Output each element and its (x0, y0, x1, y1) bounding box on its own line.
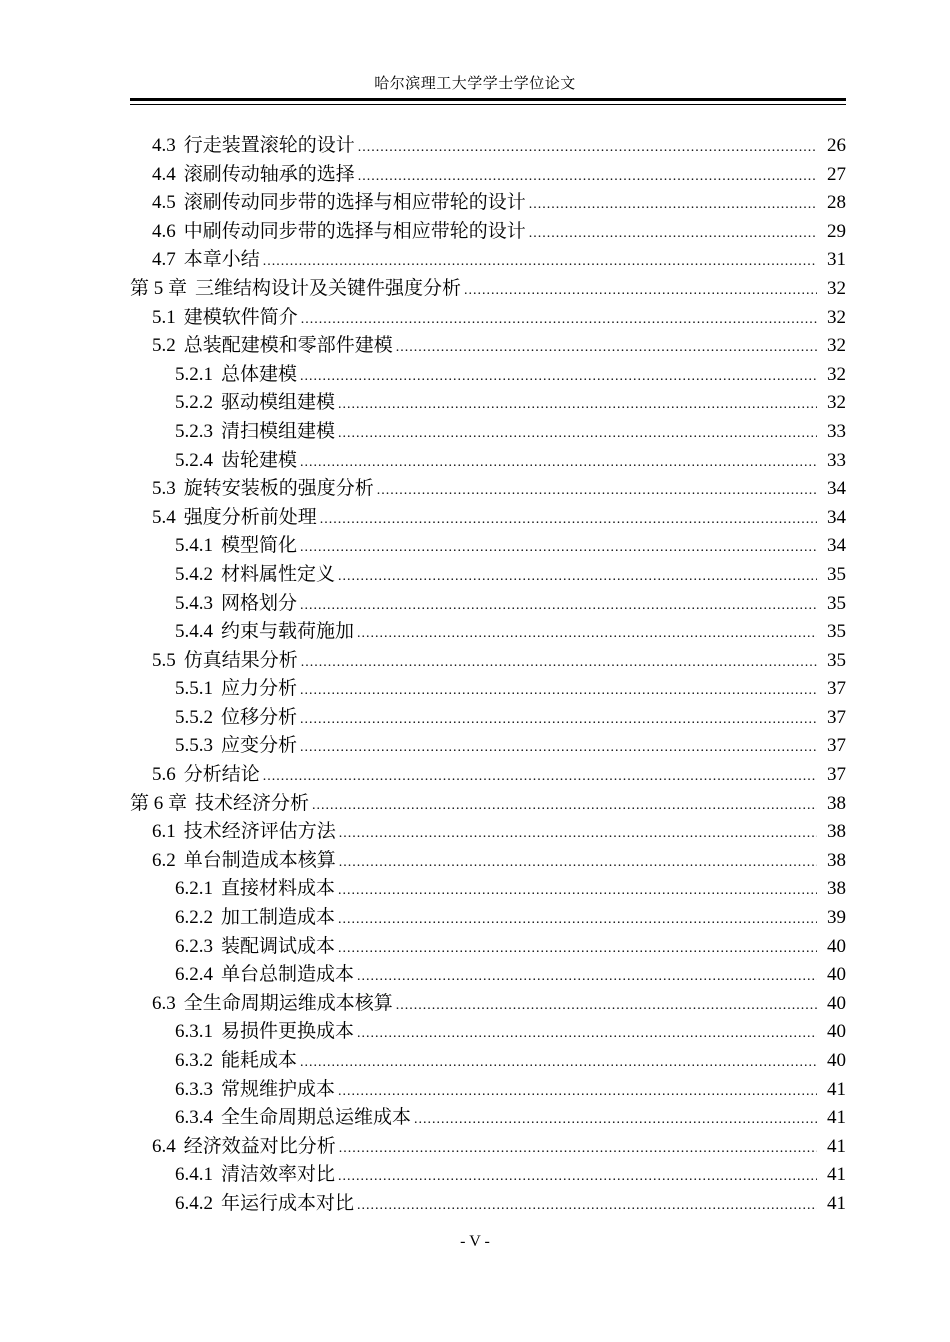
toc-entry[interactable] (130, 1103, 846, 1132)
toc-entry-title: 本章小结 (183, 248, 260, 271)
toc-entry[interactable] (130, 131, 846, 160)
toc-dot-leader (338, 391, 817, 417)
toc-entry-number: 5.5.1 (175, 678, 213, 700)
toc-entry-title: 齿轮建模 (221, 448, 298, 471)
toc-entry-number: 6.2.3 (175, 935, 213, 957)
toc-entry-page: 40 (827, 964, 846, 986)
toc-entry[interactable] (130, 446, 846, 475)
toc-entry-page: 37 (827, 735, 846, 757)
toc-entry-number: 6.2.1 (175, 878, 213, 900)
toc-entry-number: 5.2 (152, 335, 176, 357)
toc-dot-leader (377, 477, 817, 503)
toc-dot-leader (338, 1163, 817, 1189)
page-header-title: 哈尔滨理工大学学士学位论文 (374, 74, 576, 92)
toc-entry[interactable] (130, 1017, 846, 1046)
toc-entry-page: 40 (827, 1021, 846, 1043)
toc-entry-number: 4.3 (152, 135, 176, 156)
toc-dot-leader (338, 420, 817, 446)
toc-entry[interactable] (130, 560, 846, 589)
toc-entry-number: 5.1 (152, 306, 176, 328)
toc-entry-page: 37 (827, 706, 846, 728)
toc-entry-page: 38 (827, 849, 846, 871)
toc-entry-number: 6.3.3 (175, 1078, 213, 1100)
toc-entry-page: 41 (827, 1192, 846, 1214)
toc-entry-page: 38 (827, 878, 846, 900)
toc-entry-page: 34 (827, 535, 846, 557)
toc-entry-title: 总体建模 (221, 362, 298, 385)
toc-entry[interactable] (130, 360, 846, 389)
toc-dot-leader (338, 906, 817, 932)
toc-entry-title: 滚刷传动同步带的选择与相应带轮的设计 (183, 191, 526, 214)
toc-entry-title: 全生命周期总运维成本 (221, 1106, 412, 1129)
header-rule-thin (130, 104, 846, 105)
toc-entry-title: 清洁效率对比 (221, 1163, 336, 1186)
toc-entry-title: 单台总制造成本 (221, 963, 355, 986)
toc-entry-title: 滚刷传动轴承的选择 (183, 162, 355, 185)
toc-dot-leader (300, 706, 817, 732)
toc-entry-number: 6.2.4 (175, 964, 213, 986)
toc-entry[interactable] (130, 1160, 846, 1189)
toc-entry-page: 29 (827, 220, 846, 242)
toc-entry-title: 技术经济评估方法 (183, 820, 336, 843)
toc-dot-leader (263, 248, 817, 274)
toc-dot-leader (300, 449, 817, 475)
toc-entry-page: 32 (827, 306, 846, 328)
toc-entry-title: 分析结论 (183, 763, 260, 786)
toc-dot-leader (312, 792, 817, 818)
toc-entry-page: 40 (827, 935, 846, 957)
toc-entry-number: 5.4 (152, 506, 176, 528)
toc-entry-number: 5.4.4 (175, 621, 213, 643)
toc-entry-page: 32 (827, 392, 846, 414)
toc-entry-number: 6.3.2 (175, 1050, 213, 1071)
toc-entry-number: 第 5 章 (130, 277, 188, 299)
toc-entry-title: 位移分析 (221, 705, 298, 728)
toc-entry[interactable] (130, 245, 846, 274)
toc-dot-leader (338, 935, 817, 961)
toc-entry-title: 应变分析 (221, 734, 298, 757)
toc-entry[interactable] (130, 1046, 846, 1075)
toc-entry-page: 31 (827, 249, 846, 271)
toc-entry[interactable] (130, 589, 846, 618)
toc-entry-page: 37 (827, 764, 846, 786)
toc-entry[interactable] (130, 846, 846, 875)
toc-entry-title: 技术经济分析 (195, 791, 310, 814)
toc-entry-number: 5.5.3 (175, 735, 213, 757)
toc-entry-title: 强度分析前处理 (183, 505, 317, 528)
toc-entry-page: 41 (827, 1164, 846, 1186)
toc-entry[interactable] (130, 503, 846, 532)
toc-entry-number: 6.3.1 (175, 1021, 213, 1043)
toc-entry-page: 38 (827, 792, 846, 814)
toc-entry[interactable] (130, 303, 846, 332)
table-of-contents (130, 131, 846, 1218)
toc-entry[interactable] (130, 703, 846, 732)
toc-entry-page: 34 (827, 478, 846, 500)
toc-entry[interactable] (130, 188, 846, 217)
toc-dot-leader (300, 534, 817, 560)
toc-entry-title: 应力分析 (221, 677, 298, 700)
header-rule-thick (130, 98, 846, 101)
toc-entry[interactable] (130, 760, 846, 789)
toc-entry[interactable] (130, 474, 846, 503)
toc-entry-number: 4.5 (152, 192, 176, 214)
toc-dot-leader (339, 820, 817, 846)
toc-entry-title: 单台制造成本核算 (183, 848, 336, 871)
toc-entry-title: 驱动模组建模 (221, 391, 336, 414)
toc-entry-number: 6.2.2 (175, 907, 213, 929)
toc-entry[interactable] (130, 531, 846, 560)
toc-entry-page: 40 (827, 1050, 846, 1071)
toc-entry-page: 35 (827, 592, 846, 614)
toc-entry-title: 仿真结果分析 (183, 648, 298, 671)
toc-entry-page: 33 (827, 420, 846, 442)
toc-dot-leader (396, 334, 817, 360)
toc-entry-title: 材料属性定义 (221, 562, 336, 585)
toc-entry-page: 35 (827, 649, 846, 671)
toc-dot-leader (300, 592, 817, 618)
toc-dot-leader (338, 877, 817, 903)
toc-entry[interactable] (130, 989, 846, 1018)
toc-dot-leader (358, 134, 817, 160)
toc-entry-title: 常规维护成本 (221, 1077, 336, 1100)
toc-entry[interactable] (130, 903, 846, 932)
toc-entry-title: 经济效益对比分析 (183, 1134, 336, 1157)
toc-entry[interactable] (130, 1189, 846, 1218)
toc-dot-leader (301, 306, 817, 332)
toc-entry-number: 第 6 章 (130, 792, 188, 814)
toc-entry-page: 39 (827, 907, 846, 929)
toc-entry-title: 模型简化 (221, 534, 298, 557)
toc-entry-page: 28 (827, 192, 846, 214)
toc-entry-number: 5.4.1 (175, 535, 213, 557)
toc-entry-page: 32 (827, 363, 846, 385)
toc-dot-leader (357, 620, 817, 646)
toc-entry[interactable] (130, 646, 846, 675)
toc-entry-page: 40 (827, 992, 846, 1014)
toc-dot-leader (358, 163, 817, 189)
toc-dot-leader (338, 1078, 817, 1104)
toc-entry[interactable] (130, 789, 846, 818)
toc-entry[interactable] (130, 617, 846, 646)
toc-dot-leader (300, 1049, 817, 1075)
toc-dot-leader (300, 734, 817, 760)
toc-entry-title: 三维结构设计及关键件强度分析 (195, 276, 462, 299)
toc-entry-number: 5.2.1 (175, 363, 213, 385)
toc-dot-leader (357, 1020, 817, 1046)
toc-dot-leader (464, 277, 817, 303)
toc-entry-number: 6.4.1 (175, 1164, 213, 1186)
toc-entry[interactable] (130, 731, 846, 760)
toc-entry-page: 41 (827, 1135, 846, 1157)
toc-entry-title: 建模软件简介 (183, 305, 298, 328)
toc-entry-title: 中刷传动同步带的选择与相应带轮的设计 (183, 219, 526, 242)
toc-entry-title: 装配调试成本 (221, 934, 336, 957)
toc-entry-number: 5.4.3 (175, 592, 213, 614)
toc-entry-page: 32 (827, 277, 846, 299)
toc-entry-number: 4.4 (152, 163, 176, 185)
toc-entry-title: 约束与载荷施加 (221, 620, 355, 643)
toc-entry-number: 5.6 (152, 764, 176, 786)
toc-dot-leader (338, 563, 817, 589)
toc-entry-number: 5.2.3 (175, 420, 213, 442)
toc-entry-number: 6.2 (152, 849, 176, 871)
toc-dot-leader (263, 763, 817, 789)
toc-entry-page: 35 (827, 563, 846, 585)
toc-entry-number: 5.2.4 (175, 449, 213, 471)
toc-entry-page: 38 (827, 821, 846, 843)
toc-entry-title: 直接材料成本 (221, 877, 336, 900)
toc-entry-page: 27 (827, 163, 846, 185)
footer-page-number: - V - (460, 1233, 490, 1250)
toc-entry-page: 37 (827, 678, 846, 700)
toc-entry[interactable] (130, 331, 846, 360)
toc-entry-number: 5.2.2 (175, 392, 213, 414)
toc-entry[interactable] (130, 874, 846, 903)
toc-entry-title: 旋转安装板的强度分析 (183, 477, 374, 500)
toc-entry[interactable] (130, 932, 846, 961)
toc-entry-title: 网格划分 (221, 591, 298, 614)
toc-dot-leader (339, 1135, 817, 1161)
toc-entry-number: 6.3 (152, 992, 176, 1014)
toc-dot-leader (529, 220, 817, 246)
toc-dot-leader (301, 649, 817, 675)
toc-entry-number: 5.3 (152, 478, 176, 500)
toc-entry[interactable] (130, 274, 846, 303)
toc-entry-title: 加工制造成本 (221, 906, 336, 929)
toc-dot-leader (300, 677, 817, 703)
toc-entry-title: 全生命周期运维成本核算 (183, 991, 393, 1014)
toc-entry-page: 34 (827, 506, 846, 528)
toc-entry-number: 6.1 (152, 821, 176, 843)
toc-entry-page: 32 (827, 335, 846, 357)
toc-entry-title: 总装配建模和零部件建模 (183, 334, 393, 357)
toc-dot-leader (320, 506, 817, 532)
toc-entry-page: 26 (827, 135, 846, 156)
toc-entry-number: 5.4.2 (175, 563, 213, 585)
toc-entry[interactable] (130, 217, 846, 246)
toc-dot-leader (300, 363, 817, 389)
toc-entry[interactable] (130, 417, 846, 446)
toc-entry-page: 41 (827, 1107, 846, 1129)
toc-entry-number: 6.4.2 (175, 1192, 213, 1214)
toc-dot-leader (357, 1192, 817, 1218)
toc-entry[interactable] (130, 817, 846, 846)
toc-entry[interactable] (130, 388, 846, 417)
toc-dot-leader (396, 992, 817, 1018)
toc-entry-title: 清扫模组建模 (221, 419, 336, 442)
toc-entry[interactable] (130, 674, 846, 703)
toc-entry[interactable] (130, 1075, 846, 1104)
toc-entry-title: 能耗成本 (221, 1049, 298, 1071)
toc-entry-number: 4.6 (152, 220, 176, 242)
toc-dot-leader (357, 963, 817, 989)
toc-entry-number: 5.5.2 (175, 706, 213, 728)
toc-entry[interactable] (130, 1132, 846, 1161)
toc-entry-number: 5.5 (152, 649, 176, 671)
toc-entry-number: 6.3.4 (175, 1107, 213, 1129)
toc-entry-page: 33 (827, 449, 846, 471)
toc-entry-title: 年运行成本对比 (221, 1191, 355, 1214)
toc-dot-leader (339, 849, 817, 875)
toc-entry-number: 6.4 (152, 1135, 176, 1157)
toc-entry[interactable] (130, 160, 846, 189)
toc-entry-number: 4.7 (152, 249, 176, 271)
toc-entry-page: 35 (827, 621, 846, 643)
toc-dot-leader (414, 1106, 817, 1132)
toc-entry-page: 41 (827, 1078, 846, 1100)
toc-entry-title: 易损件更换成本 (221, 1020, 355, 1043)
toc-dot-leader (529, 191, 817, 217)
toc-entry[interactable] (130, 960, 846, 989)
toc-entry-title: 行走装置滚轮的设计 (183, 134, 355, 156)
